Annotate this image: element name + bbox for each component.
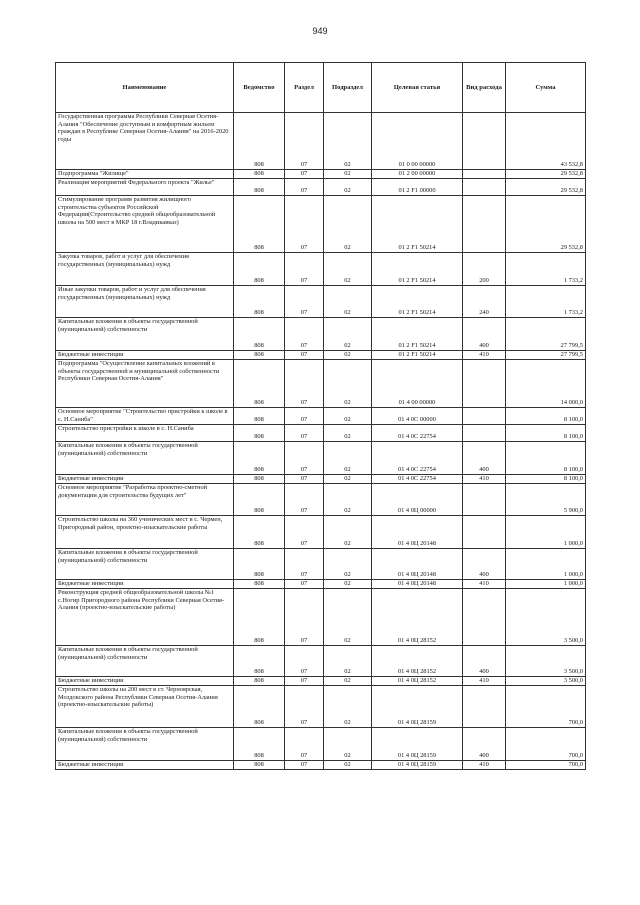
row-agency: 808	[234, 196, 285, 253]
row-target: 01 2 F1 50214	[372, 196, 463, 253]
row-name: Закупка товаров, работ и услуг для обеспечения государственных (муниципальных) нужд	[56, 253, 234, 286]
row-expense-type	[463, 113, 506, 170]
row-agency: 808	[234, 408, 285, 425]
row-section: 07	[285, 360, 324, 408]
table-row	[56, 253, 586, 286]
row-section: 07	[285, 425, 324, 442]
table-row	[56, 646, 586, 677]
row-sum: 8 100,0	[506, 442, 586, 475]
row-expense-type	[463, 196, 506, 253]
row-sum: 27 799,5	[506, 318, 586, 351]
row-name: Стимулирование программ развития жилищного строительства субъектов Российской Федерации(Строительство средней общеобразовательной школы на 500 мест в МКР 18 г.Владикавказ)	[56, 196, 234, 253]
row-expense-type: 400	[463, 442, 506, 475]
row-section: 07	[285, 442, 324, 475]
row-name: Основное мероприятие "Разработка проектно-сметной документации для строительства будущих лет"	[56, 484, 234, 516]
row-sum: 1 733,2	[506, 253, 586, 286]
row-section: 07	[285, 589, 324, 646]
row-agency: 808	[234, 286, 285, 318]
table-row	[56, 761, 586, 770]
row-target: 01 2 F1 50214	[372, 286, 463, 318]
row-sum: 5 900,0	[506, 484, 586, 516]
page-number: 949	[312, 26, 328, 36]
row-target: 01 4 0Ц 20148	[372, 549, 463, 580]
row-expense-type	[463, 686, 506, 728]
row-subsection: 02	[324, 425, 372, 442]
row-subsection: 02	[324, 728, 372, 761]
row-agency: 808	[234, 484, 285, 516]
row-target: 01 4 0Ц 28152	[372, 589, 463, 646]
row-subsection: 02	[324, 253, 372, 286]
row-subsection: 02	[324, 179, 372, 196]
table-row	[56, 728, 586, 761]
row-expense-type: 410	[463, 677, 506, 686]
table-row	[56, 408, 586, 425]
row-section: 07	[285, 475, 324, 484]
row-name: Бюджетные инвестиции	[56, 475, 234, 484]
row-agency: 808	[234, 179, 285, 196]
header-expense-type: Вид расхода	[463, 63, 506, 113]
row-target: 01 4 0Ц 28159	[372, 728, 463, 761]
row-sum: 27 799,5	[506, 351, 586, 360]
row-name: Бюджетные инвестиции	[56, 761, 234, 770]
row-agency: 808	[234, 549, 285, 580]
row-name: Реконструкция средней общеобразовательной школы №1 с.Ногир Пригородного района Республики Северная Осетия-Алания (проектно-изыскательские работы)	[56, 589, 234, 646]
row-expense-type: 400	[463, 646, 506, 677]
table-row	[56, 677, 586, 686]
row-name: Государственная программа Республики Северная Осетия-Алания "Обеспечение доступным и комфортным жильем граждан в Республике Северная Осетия-Алания" на 2016-2020 годы	[56, 113, 234, 170]
row-sum: 8 100,0	[506, 475, 586, 484]
row-target: 01 4 0Ц 28159	[372, 686, 463, 728]
row-section: 07	[285, 761, 324, 770]
table-row	[56, 425, 586, 442]
row-target: 01 2 F1 50214	[372, 318, 463, 351]
row-subsection: 02	[324, 646, 372, 677]
row-sum: 1 733,2	[506, 286, 586, 318]
row-name: Строительство пристройки к школе в с. Н.Саниба	[56, 425, 234, 442]
header-sum: Сумма	[506, 63, 586, 113]
table-row	[56, 286, 586, 318]
row-expense-type	[463, 516, 506, 549]
row-agency: 808	[234, 351, 285, 360]
row-agency: 808	[234, 580, 285, 589]
table-row	[56, 442, 586, 475]
row-sum: 1 000,0	[506, 516, 586, 549]
row-section: 07	[285, 516, 324, 549]
row-section: 07	[285, 253, 324, 286]
row-agency: 808	[234, 113, 285, 170]
header-section: Раздел	[285, 63, 324, 113]
row-section: 07	[285, 580, 324, 589]
row-target: 01 2 00 00000	[372, 170, 463, 179]
row-agency: 808	[234, 589, 285, 646]
row-expense-type: 400	[463, 549, 506, 580]
row-expense-type: 410	[463, 580, 506, 589]
row-target: 01 2 F1 00000	[372, 179, 463, 196]
row-sum: 29 532,8	[506, 196, 586, 253]
row-expense-type	[463, 170, 506, 179]
row-expense-type: 240	[463, 286, 506, 318]
row-subsection: 02	[324, 484, 372, 516]
table-row	[56, 549, 586, 580]
row-sum: 1 000,0	[506, 549, 586, 580]
row-name: Иные закупки товаров, работ и услуг для обеспечения государственных (муниципальных) нужд	[56, 286, 234, 318]
row-target: 01 4 0Ц 20148	[372, 516, 463, 549]
row-name: Подпрограмма "Жилище"	[56, 170, 234, 179]
row-sum: 700,0	[506, 728, 586, 761]
row-name: Основное мероприятие "Строительство пристройки к школе в с. Н.Саниба"	[56, 408, 234, 425]
row-subsection: 02	[324, 475, 372, 484]
row-subsection: 02	[324, 286, 372, 318]
row-section: 07	[285, 196, 324, 253]
row-subsection: 02	[324, 318, 372, 351]
row-target: 01 0 00 00000	[372, 113, 463, 170]
table-row	[56, 113, 586, 170]
budget-table	[55, 62, 586, 770]
row-expense-type: 400	[463, 318, 506, 351]
row-subsection: 02	[324, 196, 372, 253]
row-subsection: 02	[324, 516, 372, 549]
row-sum: 8 100,0	[506, 425, 586, 442]
row-subsection: 02	[324, 580, 372, 589]
row-sum: 700,0	[506, 761, 586, 770]
header-agency: Ведомство	[234, 63, 285, 113]
row-expense-type	[463, 360, 506, 408]
header-subsection: Подраздел	[324, 63, 372, 113]
row-section: 07	[285, 179, 324, 196]
row-target: 01 4 0Ц 28152	[372, 646, 463, 677]
row-expense-type	[463, 408, 506, 425]
row-expense-type: 400	[463, 728, 506, 761]
table-body	[56, 113, 586, 770]
row-expense-type	[463, 484, 506, 516]
row-target: 01 4 0Ц 20148	[372, 580, 463, 589]
table-row	[56, 484, 586, 516]
row-agency: 808	[234, 677, 285, 686]
row-target: 01 4 0Ц 00000	[372, 484, 463, 516]
row-sum: 8 100,0	[506, 408, 586, 425]
row-name: Бюджетные инвестиции	[56, 580, 234, 589]
table-row	[56, 351, 586, 360]
row-section: 07	[285, 408, 324, 425]
row-name: Строительство школы на 200 мест в ст. Черноярская, Моздокского района Республики Северная Осетия-Алания (проектно-изыскательские работы)	[56, 686, 234, 728]
table-row	[56, 686, 586, 728]
table-row	[56, 179, 586, 196]
table-header-row	[56, 63, 586, 113]
row-agency: 808	[234, 646, 285, 677]
row-name: Бюджетные инвестиции	[56, 677, 234, 686]
row-section: 07	[285, 351, 324, 360]
row-subsection: 02	[324, 442, 372, 475]
row-subsection: 02	[324, 170, 372, 179]
table-row	[56, 360, 586, 408]
row-agency: 808	[234, 442, 285, 475]
table-row	[56, 580, 586, 589]
row-subsection: 02	[324, 549, 372, 580]
row-name: Подпрограмма "Осуществление капитальных вложений в объекты государственной и муниципальной собственности Республики Северная Осетия-Алания"	[56, 360, 234, 408]
row-sum: 3 500,0	[506, 677, 586, 686]
row-agency: 808	[234, 686, 285, 728]
table-row	[56, 318, 586, 351]
table-row	[56, 516, 586, 549]
row-name: Капитальные вложения в объекты государственной (муниципальной) собственности	[56, 728, 234, 761]
row-name: Бюджетные инвестиции	[56, 351, 234, 360]
row-agency: 808	[234, 253, 285, 286]
row-agency: 808	[234, 761, 285, 770]
row-section: 07	[285, 677, 324, 686]
row-expense-type	[463, 179, 506, 196]
row-agency: 808	[234, 516, 285, 549]
row-section: 07	[285, 318, 324, 351]
row-sum: 14 000,0	[506, 360, 586, 408]
row-agency: 808	[234, 360, 285, 408]
row-name: Капитальные вложения в объекты государственной (муниципальной) собственности	[56, 318, 234, 351]
row-expense-type	[463, 589, 506, 646]
table-row	[56, 170, 586, 179]
row-subsection: 02	[324, 761, 372, 770]
row-section: 07	[285, 728, 324, 761]
row-target: 01 4 0С 22754	[372, 442, 463, 475]
row-section: 07	[285, 170, 324, 179]
table-row	[56, 475, 586, 484]
row-name: Капитальные вложения в объекты государственной (муниципальной) собственности	[56, 549, 234, 580]
header-target: Целевая статья	[372, 63, 463, 113]
row-expense-type: 410	[463, 475, 506, 484]
row-section: 07	[285, 646, 324, 677]
row-target: 01 4 00 00000	[372, 360, 463, 408]
row-section: 07	[285, 286, 324, 318]
row-name: Строительство школы на 360 ученических мест в с. Чермен, Пригородный район, проектно-изыскательские работы	[56, 516, 234, 549]
row-agency: 808	[234, 425, 285, 442]
row-subsection: 02	[324, 408, 372, 425]
row-expense-type	[463, 425, 506, 442]
row-target: 01 4 0С 22754	[372, 425, 463, 442]
row-sum: 700,0	[506, 686, 586, 728]
row-sum: 3 500,0	[506, 646, 586, 677]
table-row	[56, 196, 586, 253]
row-sum: 1 000,0	[506, 580, 586, 589]
row-sum: 29 532,8	[506, 170, 586, 179]
row-agency: 808	[234, 318, 285, 351]
row-expense-type: 410	[463, 761, 506, 770]
row-name: Капитальные вложения в объекты государственной (муниципальной) собственности	[56, 442, 234, 475]
row-subsection: 02	[324, 677, 372, 686]
row-subsection: 02	[324, 113, 372, 170]
row-expense-type: 200	[463, 253, 506, 286]
header-name: Наименование	[56, 63, 234, 113]
row-target: 01 4 0Ц 28152	[372, 677, 463, 686]
row-section: 07	[285, 686, 324, 728]
row-target: 01 2 F1 50214	[372, 253, 463, 286]
row-subsection: 02	[324, 351, 372, 360]
row-sum: 43 532,8	[506, 113, 586, 170]
row-agency: 808	[234, 728, 285, 761]
row-target: 01 4 0С 00000	[372, 408, 463, 425]
row-target: 01 4 0Ц 28159	[372, 761, 463, 770]
row-subsection: 02	[324, 360, 372, 408]
row-section: 07	[285, 549, 324, 580]
row-name: Капитальные вложения в объекты государственной (муниципальной) собственности	[56, 646, 234, 677]
row-target: 01 2 F1 50214	[372, 351, 463, 360]
row-section: 07	[285, 484, 324, 516]
row-expense-type: 410	[463, 351, 506, 360]
row-sum: 3 500,0	[506, 589, 586, 646]
row-agency: 808	[234, 475, 285, 484]
row-name: Реализация мероприятий Федерального проекта "Жилье"	[56, 179, 234, 196]
row-target: 01 4 0С 22754	[372, 475, 463, 484]
table-row	[56, 589, 586, 646]
row-sum: 29 532,8	[506, 179, 586, 196]
row-subsection: 02	[324, 589, 372, 646]
row-subsection: 02	[324, 686, 372, 728]
row-agency: 808	[234, 170, 285, 179]
row-section: 07	[285, 113, 324, 170]
